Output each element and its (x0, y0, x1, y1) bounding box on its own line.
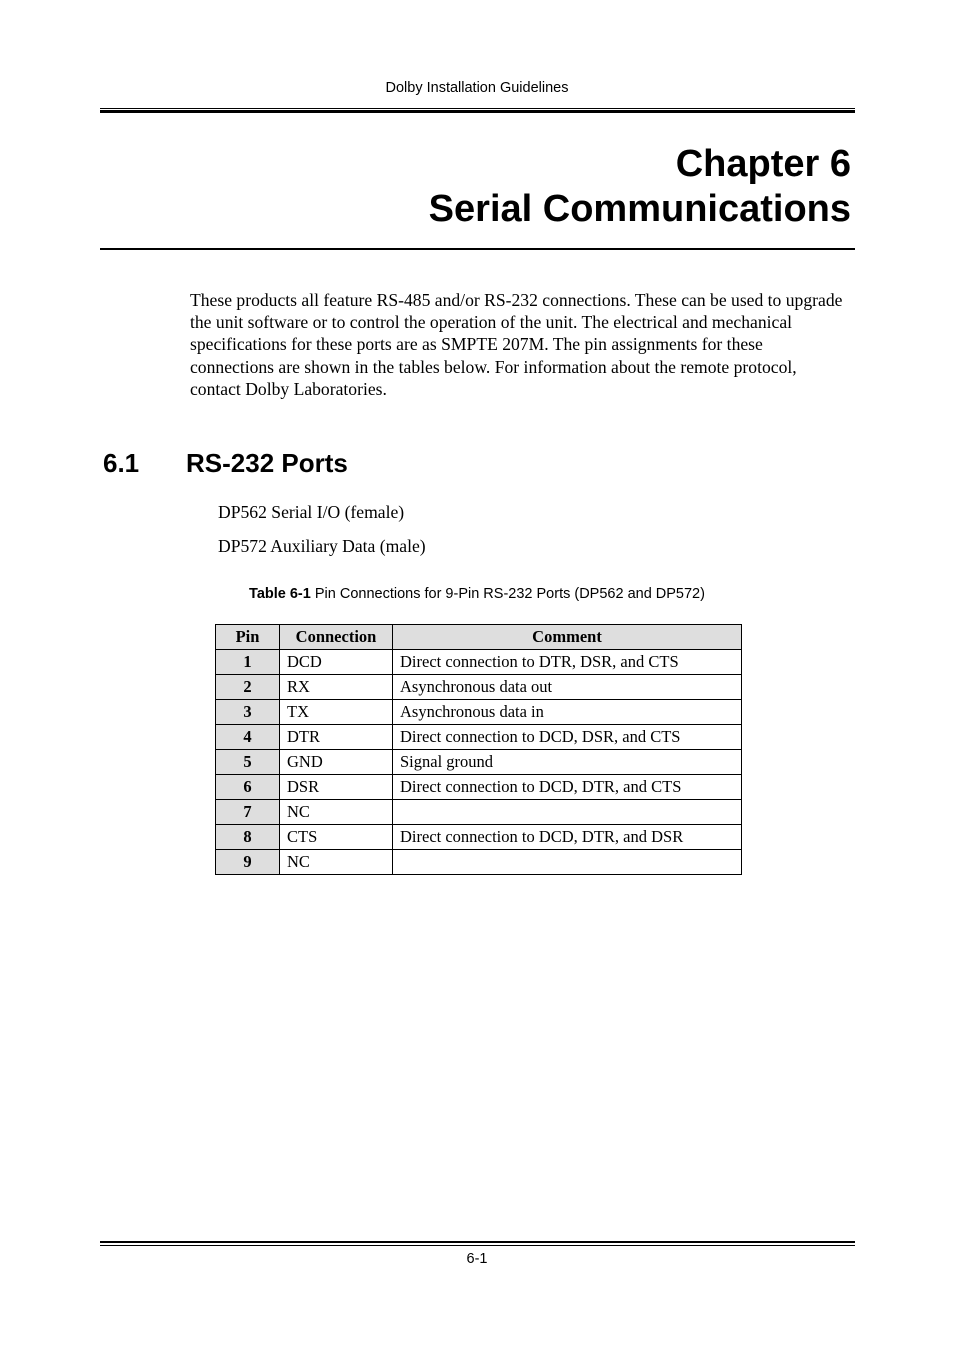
header-rule-thick (100, 110, 855, 113)
pin-cell: 5 (216, 750, 280, 775)
column-header-pin: Pin (216, 625, 280, 650)
header-rule-thin (100, 108, 855, 109)
pin-cell: 4 (216, 725, 280, 750)
intro-paragraph: These products all feature RS-485 and/or RS-232 connections. These can be used to upgrade the unit software or to control the operation of the unit. The electrical and mechanical specifications for these ports are as SMPTE 207M. The pin assignments for these connections are shown in the tables below. For information about the remote protocol, contact Dolby Laboratories. (190, 290, 843, 399)
comment-cell: Asynchronous data out (393, 675, 742, 700)
chapter-name: Serial Communications (428, 188, 851, 230)
table-row (216, 775, 742, 800)
section-number: 6.1 (103, 448, 140, 478)
pin-cell: 2 (216, 675, 280, 700)
column-header-comment: Comment (393, 625, 742, 650)
connection-cell: DSR (280, 775, 393, 800)
table-header-row (216, 625, 742, 650)
comment-cell: Direct connection to DTR, DSR, and CTS (393, 650, 742, 675)
connection-cell: CTS (280, 825, 393, 850)
pin-cell: 8 (216, 825, 280, 850)
table-row (216, 650, 742, 675)
table-row (216, 750, 742, 775)
comment-cell: Signal ground (393, 750, 742, 775)
connection-cell: GND (280, 750, 393, 775)
table-row (216, 850, 742, 875)
page-number: 6-1 (466, 1251, 488, 1267)
pin-cell: 6 (216, 775, 280, 800)
chapter-title (429, 142, 851, 232)
title-rule (100, 248, 855, 250)
comment-cell: Direct connection to DCD, DSR, and CTS (393, 725, 742, 750)
table-caption-text: Pin Connections for 9-Pin RS-232 Ports (DP562 and DP572) (314, 586, 705, 602)
column-header-connection: Connection (280, 625, 393, 650)
table-row (216, 825, 742, 850)
table-row (216, 675, 742, 700)
comment-cell (393, 850, 742, 875)
footer-rule-thick (100, 1241, 855, 1243)
running-header: Dolby Installation Guidelines (385, 80, 569, 96)
table-row (216, 725, 742, 750)
port-description: DP572 Auxiliary Data (male) (218, 536, 426, 556)
comment-cell: Asynchronous data in (393, 700, 742, 725)
connection-cell: DCD (280, 650, 393, 675)
pin-table (215, 624, 742, 875)
connection-cell: TX (280, 700, 393, 725)
table-caption-label: Table 6-1 (249, 586, 311, 602)
section-heading (103, 448, 348, 479)
comment-cell: Direct connection to DCD, DTR, and CTS (393, 775, 742, 800)
section-title: RS-232 Ports (186, 448, 348, 478)
comment-cell: Direct connection to DCD, DTR, and DSR (393, 825, 742, 850)
table-row (216, 700, 742, 725)
pin-cell: 7 (216, 800, 280, 825)
chapter-number: Chapter 6 (675, 143, 851, 185)
connection-cell: NC (280, 850, 393, 875)
table-row (216, 800, 742, 825)
pin-cell: 3 (216, 700, 280, 725)
pin-cell: 9 (216, 850, 280, 875)
connection-cell: DTR (280, 725, 393, 750)
comment-cell (393, 800, 742, 825)
connection-cell: NC (280, 800, 393, 825)
pin-cell: 1 (216, 650, 280, 675)
table-caption (0, 586, 954, 602)
footer-rule-thin (100, 1245, 855, 1246)
port-description: DP562 Serial I/O (female) (218, 502, 405, 522)
connection-cell: RX (280, 675, 393, 700)
